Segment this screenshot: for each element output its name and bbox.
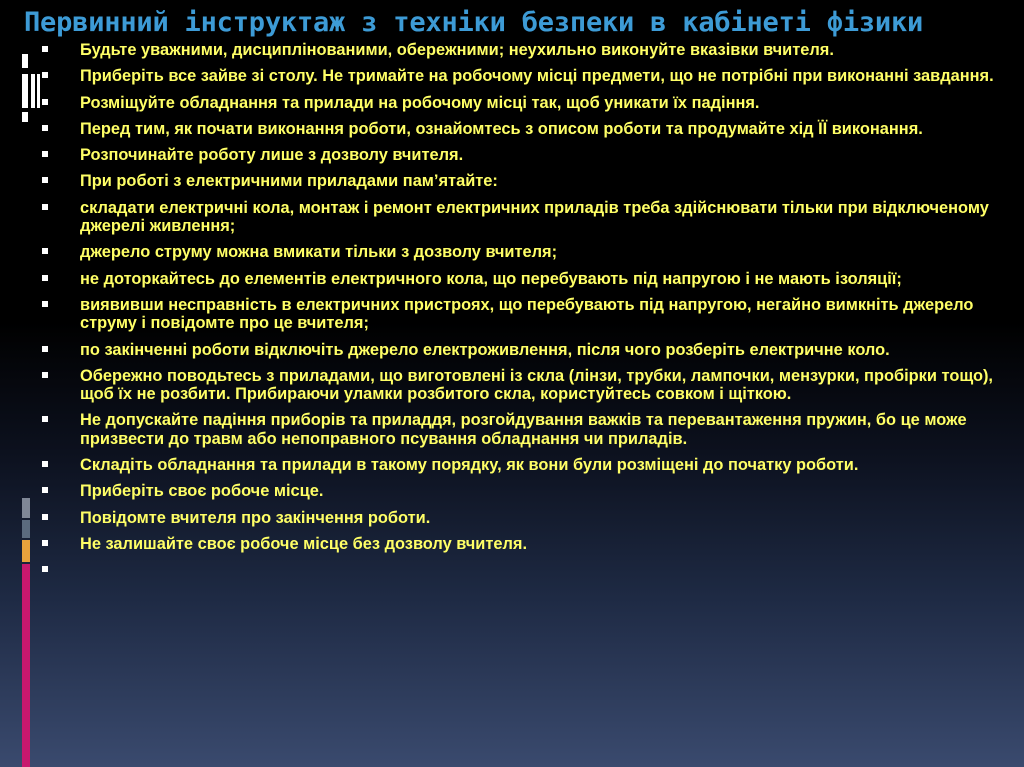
list-item-text: виявивши несправність в електричних пристроях, що перебувають під напругою, негайно вимкніть джерело струму і повідомте про це вчителя; bbox=[80, 295, 974, 333]
list-item-text: Не допускайте падіння приборів та приладдя, розгойдування важків та перевантаження пружин, бо це може призвести до травм або непоправного псування обладнання чи приладів. bbox=[80, 411, 967, 448]
list-item-text: Повідомте вчителя про закінчення роботи. bbox=[80, 508, 431, 527]
bullet-icon bbox=[42, 151, 48, 157]
list-item-text: Розпочинайте роботу лише з дозволу вчителя. bbox=[80, 146, 464, 165]
deco-block bbox=[37, 74, 40, 108]
list-item-text: джерело струму можна вмикати тільки з дозволу вчителя; bbox=[80, 243, 558, 262]
list-item bbox=[42, 120, 1010, 138]
bullet-icon bbox=[42, 566, 48, 572]
deco-block bbox=[22, 54, 28, 68]
list-item-text: Приберіть своє робоче місце. bbox=[80, 482, 324, 501]
deco-block bbox=[22, 520, 30, 538]
slide-title: Первинний інструктаж з техніки безпеки в кабінеті фізики bbox=[24, 7, 924, 38]
deco-block bbox=[22, 540, 30, 562]
list-item-text: Обережно поводьтесь з приладами, що виготовлені із скла (лінзи, трубки, лампочки, мензурки, пробірки тощо), щоб їх не розбити. Прибираючи уламки розбитого скла, користуйтесь совком і щіткою. bbox=[80, 366, 993, 404]
bullet-icon bbox=[42, 248, 48, 254]
bullet-icon bbox=[42, 416, 48, 422]
list-item-text: Перед тим, як почати виконання роботи, ознайомтесь з описом роботи та продумайте хід ЇЇ виконання. bbox=[80, 119, 923, 138]
bullet-icon bbox=[42, 177, 48, 183]
list-item bbox=[42, 561, 1010, 575]
deco-block bbox=[22, 498, 30, 518]
list-item-text: Приберіть все зайве зі столу. Не тримайте на робочому місці предмети, що не потрібні при виконанні завдання. bbox=[80, 67, 994, 86]
bullet-icon bbox=[42, 346, 48, 352]
list-item bbox=[42, 67, 1010, 85]
list-item bbox=[42, 509, 1010, 527]
bullet-icon bbox=[42, 301, 48, 307]
list-item bbox=[42, 535, 1010, 553]
list-item bbox=[42, 367, 1010, 404]
bullet-icon bbox=[42, 372, 48, 378]
bullet-icon bbox=[42, 46, 48, 52]
bullet-icon bbox=[42, 99, 48, 105]
bullet-icon bbox=[42, 461, 48, 467]
list-item-text: складати електричні кола, монтаж і ремонт електричних приладів треба здійснювати тільки при відключеному джерелі живлення; bbox=[80, 198, 989, 236]
list-item-text: При роботі з електричними приладами пам’ятайте: bbox=[80, 172, 498, 191]
list-item bbox=[42, 411, 1010, 448]
deco-block bbox=[31, 74, 35, 108]
list-item-text: Складіть обладнання та прилади в такому порядку, як вони були розміщені до початку роботи. bbox=[80, 456, 859, 475]
list-item bbox=[42, 41, 1010, 59]
list-item-text: не доторкайтесь до елементів електричного кола, що перебувають під напругою і не мають ізоляції; bbox=[80, 269, 902, 288]
list-item-text: Будьте уважними, дисциплінованими, обережними; неухильно виконуйте вказівки вчителя. bbox=[80, 41, 834, 59]
deco-block bbox=[22, 564, 30, 767]
list-item-text: Не залишайте своє робоче місце без дозволу вчителя. bbox=[80, 534, 527, 553]
list-item bbox=[42, 341, 1010, 359]
list-item bbox=[42, 199, 1010, 236]
bullet-icon bbox=[42, 487, 48, 493]
bullet-icon bbox=[42, 540, 48, 546]
bullet-icon bbox=[42, 514, 48, 520]
list-item-text: по закінченні роботи відключіть джерело електроживлення, після чого розберіть електричне коло. bbox=[80, 340, 890, 359]
bullet-icon bbox=[42, 72, 48, 78]
list-item bbox=[42, 482, 1010, 500]
list-item bbox=[42, 296, 1010, 333]
deco-block bbox=[22, 74, 28, 108]
left-decorative-bar bbox=[22, 54, 40, 767]
list-item bbox=[42, 270, 1010, 288]
list-item bbox=[42, 146, 1010, 164]
list-item bbox=[42, 456, 1010, 474]
instruction-list bbox=[42, 41, 1010, 575]
list-item bbox=[42, 172, 1010, 190]
list-item bbox=[42, 243, 1010, 261]
bullet-icon bbox=[42, 204, 48, 210]
list-item-text: Розміщуйте обладнання та прилади на робочому місці так, щоб уникати їх падіння. bbox=[80, 93, 760, 112]
bullet-icon bbox=[42, 125, 48, 131]
list-item bbox=[42, 94, 1010, 112]
deco-block bbox=[22, 112, 28, 122]
bullet-icon bbox=[42, 275, 48, 281]
